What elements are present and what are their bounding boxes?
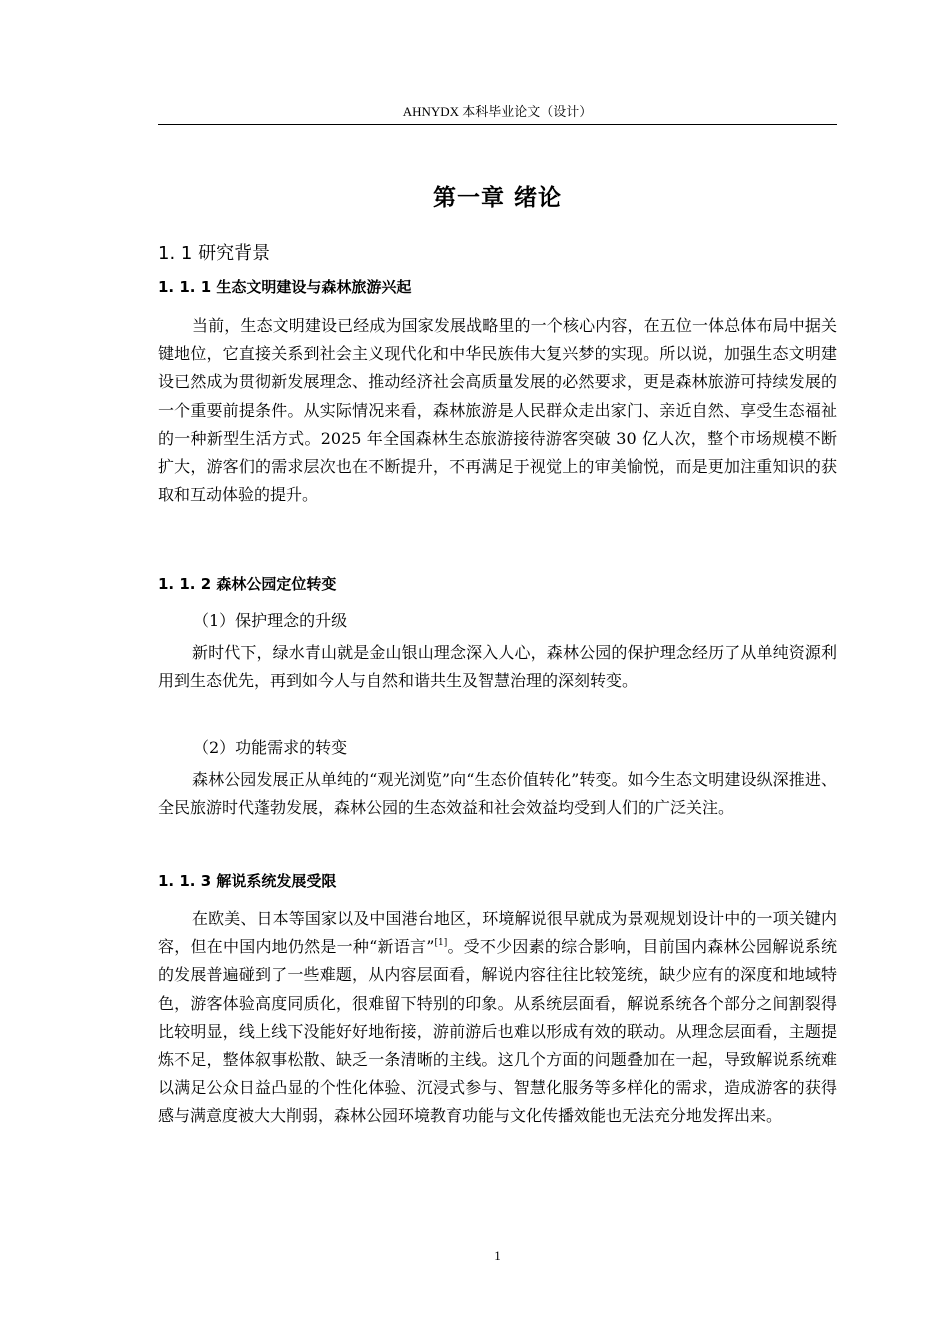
paragraph-function-demand: 森林公园发展正从单纯的“观光浏览”向“生态价值转化”转变。如今生态文明建设纵深推进、全民旅游时代蓬勃发展，森林公园的生态效益和社会效益均受到人们的广泛关注。 — [158, 770, 837, 818]
paragraph-text-part-2: 。受不少因素的综合影响，目前国内森林公园解说系统的发展普遍碰到了一些难题，从内容层面看，解说内容往往比较笼统，缺少应有的深度和地域特色，游客体验高度同质化，很难留下特别的印象。从系统层面看，解说系统各个部分之间割裂得比较明显，线上线下没能好好地衔接，游前游后也难以形成有效的联动。从理念层面看，主题提炼不足，整体叙事松散、缺乏一条清晰的主线。这几个方面的问题叠加在一起，导致解说系统难以满足公众日益凸显的个性化体验、沉浸式参与、智慧化服务等多样化的需求，造成游客的获得感与满意度被大大削弱，森林公园环境教育功能与文化传播效能也无法充分地发挥出来。 — [158, 937, 837, 1126]
section-heading-1-1: 1. 1 研究背景 — [158, 243, 271, 264]
section-heading-1-1-3: 1. 1. 3 解说系统发展受限 — [158, 872, 337, 890]
subheading-function-demand: （2）功能需求的转变 — [193, 738, 348, 757]
citation-reference[interactable]: [1] — [434, 938, 448, 949]
section-heading-1-1-2: 1. 1. 2 森林公园定位转变 — [158, 575, 337, 593]
subheading-protection-concept: （1）保护理念的升级 — [193, 611, 348, 630]
paragraph-interpretation-system — [158, 905, 837, 1131]
section-heading-1-1-1: 1. 1. 1 生态文明建设与森林旅游兴起 — [158, 278, 412, 296]
running-header: AHNYDX 本科毕业论文（设计） — [402, 104, 593, 119]
header-divider — [158, 124, 837, 125]
chapter-title: 第一章 绪论 — [432, 185, 562, 211]
paragraph-text-part-1: 在欧美、日本等国家以及中国港台地区，环境解说很早就成为景观规划设计中的一项关键内容，但在中国内地仍然是一种“新语言” — [158, 909, 837, 957]
paragraph-protection-concept: 新时代下，绿水青山就是金山银山理念深入人心，森林公园的保护理念经历了从单纯资源利用到生态优先，再到如今人与自然和谐共生及智慧治理的深刻转变。 — [158, 643, 837, 691]
paragraph-ecological-civilization: 当前，生态文明建设已经成为国家发展战略里的一个核心内容，在五位一体总体布局中据关键地位，它直接关系到社会主义现代化和中华民族伟大复兴梦的实现。所以说，加强生态文明建设已然成为贯彻新发展理念、推动经济社会高质量发展的必然要求，更是森林旅游可持续发展的一个重要前提条件。从实际情况来看，森林旅游是人民群众走出家门、亲近自然、享受生态福祉的一种新型生活方式。2025 年全国森林生态旅游接待游客突破 30 亿人次，整个市场规模不断扩大，游客们的需求层次也在不断提升，不再满足于视觉上的审美愉悦，而是更加注重知识的获取和互动体验的提升。 — [158, 316, 837, 505]
page-number: 1 — [494, 1248, 501, 1263]
